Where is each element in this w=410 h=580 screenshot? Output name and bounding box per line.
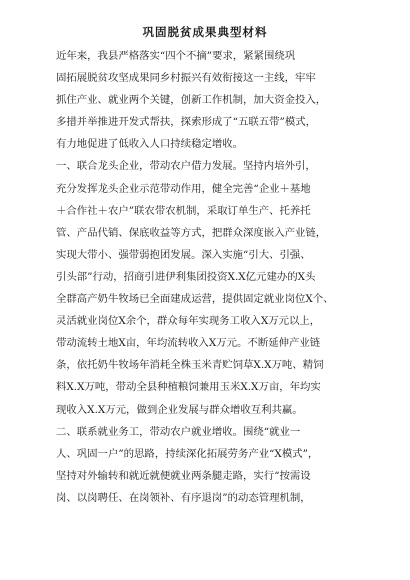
body-line: 多措并举推进开发式帮扶，探索形成了“五联五带”模式， [56,116,316,129]
body-line: 灵活就业岗位X余个，群众每年实现务工收入X万元以上， [56,315,321,328]
body-line: 现收入X.X万元，做到企业发展与群众增收互利共赢。 [56,403,303,416]
body-line: 近年来，我县严格落实“四个不摘”要求，紧紧围绕巩 [56,50,296,62]
body-line: 条，依托奶牛牧场年消耗全株玉米青贮饲草X.X万吨、精饲 [56,359,324,372]
body-line: 人、巩固一户”的思路，持续深化拓展劳务产业“X模式”， [56,447,319,460]
body-line: 全群高产奶牛牧场已全面建成运营，提供固定就业岗位X个、 [56,293,334,306]
body-line: 有力地促进了低收入人口持续稳定增收。 [56,138,244,151]
body-line: 引头部”行动，招商引进伊利集团投资X.X亿元建办的X头 [56,270,316,283]
body-line: 管、产品代销、保底收益等方式，把群众深度嵌入产业链， [56,226,327,239]
body-line: 实现大带小、强带弱抱团发展。深入实施“引大、引强、 [56,248,311,261]
body-line: 料X.X万吨，带动全县种植粮饲兼用玉米X.X万亩，年均实 [56,381,321,394]
body-line: 抓住产业、就业两个关键，创新工作机制，加大资金投入， [56,94,327,107]
body-line: 带动流转土地X亩，年均流转收入X万元。不断延伸产业链 [56,337,321,350]
body-line: 一、联合龙头企业，带动农户借力发展。坚持内培外引， [56,160,316,173]
body-line: 岗、以岗聘任、在岗领补、有序退岗”的动态管理机制， [56,491,311,504]
body-line: 固拓展脱贫攻坚成果同乡村振兴有效衔接这一主线，牢牢 [56,72,316,85]
document-body [56,45,356,509]
body-line: 二、联系就业务工，带动农户就业增收。围绕“就业一 [56,425,301,438]
document-title: 巩固脱贫成果典型材料 [142,25,268,39]
body-line: ＋合作社＋农户”联农带农机制，采取订单生产、托养托 [56,204,311,217]
body-line: 充分发挥龙头企业示范带动作用，健全完善“企业＋基地 [56,182,311,195]
body-line: 坚持对外输转和就近就便就业两条腿走路，实行“按需设 [56,469,311,482]
